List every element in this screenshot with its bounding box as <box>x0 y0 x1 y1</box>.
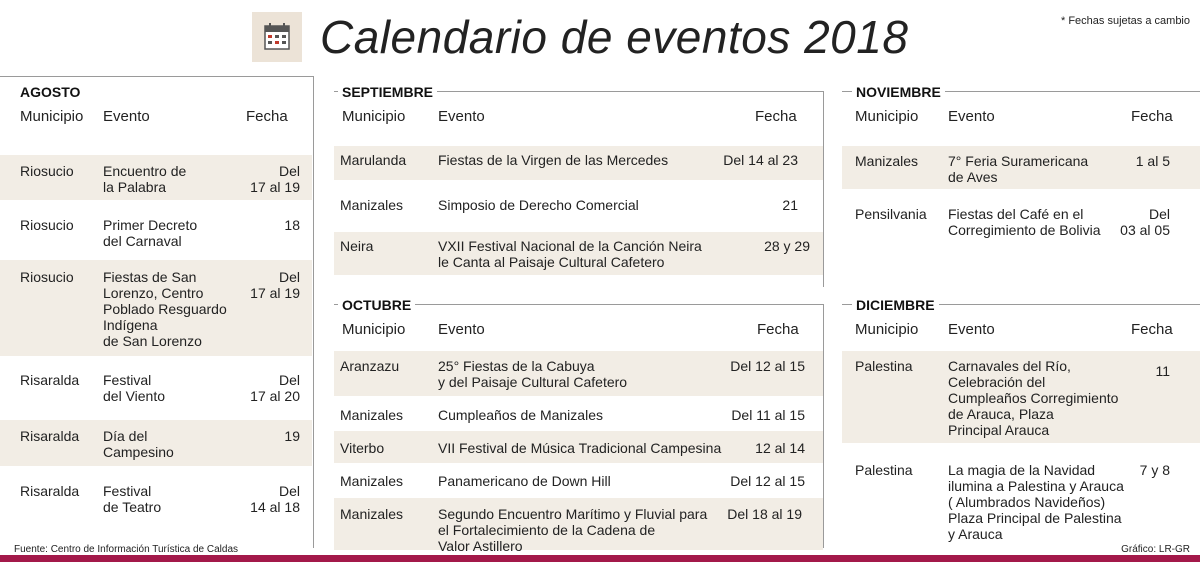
noviembre-col-evento: Evento <box>948 108 995 125</box>
row-evento: Panamericano de Down Hill <box>438 473 611 489</box>
row-fecha: Del 12 al 15 <box>730 473 805 489</box>
row-municipio: Manizales <box>855 153 919 169</box>
row-municipio: Risaralda <box>20 483 80 499</box>
row-municipio: Marulanda <box>340 152 407 168</box>
row-evento: Simposio de Derecho Comercial <box>438 197 639 213</box>
agosto-col-evento: Evento <box>103 108 150 125</box>
diciembre-title: DICIEMBRE <box>852 297 939 313</box>
source-note: Fuente: Centro de Información Turística de Caldas <box>14 544 239 555</box>
disclaimer-note: * Fechas sujetas a cambio <box>1060 15 1190 27</box>
row-fecha: 28 y 29 <box>764 238 810 254</box>
row-municipio: Riosucio <box>20 163 74 179</box>
row-municipio: Manizales <box>340 407 404 423</box>
row-municipio: Manizales <box>340 473 404 489</box>
row-evento: Encuentro de la Palabra <box>103 163 187 195</box>
row-fecha: Del 17 al 19 <box>250 163 300 195</box>
octubre-title: OCTUBRE <box>338 297 415 313</box>
noviembre-col-fecha: Fecha <box>1131 108 1173 125</box>
noviembre-title: NOVIEMBRE <box>852 84 945 100</box>
row-municipio: Riosucio <box>20 269 74 285</box>
row-evento: Fiestas del Café en el Corregimiento de Bolivia <box>948 206 1101 238</box>
row-evento: La magia de la Navidad ilumina a Palestina y Arauca ( Alumbrados Navideños) Plaza Principal de Palestina y Arauca <box>948 462 1124 542</box>
row-evento: Fiestas de San Lorenzo, Centro Poblado Resguardo Indígena de San Lorenzo <box>103 269 227 349</box>
octubre-col-evento: Evento <box>438 321 485 338</box>
row-fecha: Del 18 al 19 <box>727 506 802 522</box>
row-municipio: Neira <box>340 238 374 254</box>
row-fecha: Del 11 al 15 <box>731 407 805 423</box>
row-municipio: Manizales <box>340 197 404 213</box>
row-municipio: Palestina <box>855 358 913 374</box>
septiembre-col-evento: Evento <box>438 108 485 125</box>
row-fecha: 1 al 5 <box>1135 153 1170 169</box>
agosto-col-fecha: Fecha <box>246 108 288 125</box>
row-municipio: Risaralda <box>20 372 80 388</box>
octubre-col-fecha: Fecha <box>757 321 799 338</box>
diciembre-col-evento: Evento <box>948 321 995 338</box>
agosto-title: AGOSTO <box>20 84 81 100</box>
row-evento: Carnavales del Río, Celebración del Cumpleaños Corregimiento de Arauca, Plaza Principal Arauca <box>948 358 1119 438</box>
row-fecha: 18 <box>284 217 300 233</box>
row-municipio: Manizales <box>340 506 404 522</box>
septiembre-col-municipio: Municipio <box>342 108 406 125</box>
row-municipio: Aranzazu <box>340 358 400 374</box>
agosto-divider <box>313 76 314 548</box>
agosto-col-municipio: Municipio <box>20 108 84 125</box>
row-evento: 25° Fiestas de la Cabuya y del Paisaje Cultural Cafetero <box>438 358 628 390</box>
calendar-icon <box>252 12 302 62</box>
octubre-col-municipio: Municipio <box>342 321 406 338</box>
diciembre-col-municipio: Municipio <box>855 321 919 338</box>
graphic-credit: Gráfico: LR-GR <box>1121 544 1190 555</box>
row-fecha: 12 al 14 <box>755 440 805 456</box>
row-municipio: Palestina <box>855 462 913 478</box>
diciembre-col-fecha: Fecha <box>1131 321 1173 338</box>
row-fecha: Del 17 al 19 <box>250 269 300 301</box>
septiembre-col-fecha: Fecha <box>755 108 797 125</box>
row-fecha: Del 03 al 05 <box>1120 206 1170 238</box>
row-municipio: Pensilvania <box>855 206 927 222</box>
row-evento: Fiestas de la Virgen de las Mercedes <box>438 152 669 168</box>
row-fecha: 7 y 8 <box>1139 462 1170 478</box>
page-title: Calendario de eventos 2018 <box>320 11 909 63</box>
noviembre-col-municipio: Municipio <box>855 108 919 125</box>
row-evento: Cumpleaños de Manizales <box>438 407 603 423</box>
row-evento: Festival de Teatro <box>103 483 162 515</box>
septiembre-divider <box>823 91 824 287</box>
row-evento: VXII Festival Nacional de la Canción Neira le Canta al Paisaje Cultural Cafetero <box>438 238 702 270</box>
row-fecha: Del 14 al 18 <box>250 483 300 515</box>
row-municipio: Viterbo <box>340 440 385 456</box>
row-evento: 7° Feria Suramericana de Aves <box>948 153 1089 185</box>
bottom-accent-bar <box>0 555 1200 562</box>
row-fecha: 21 <box>782 197 798 213</box>
row-evento: VII Festival de Música Tradicional Campesina <box>438 440 722 456</box>
row-fecha: Del 12 al 15 <box>730 358 805 374</box>
row-evento: Festival del Viento <box>103 372 166 404</box>
row-municipio: Riosucio <box>20 217 74 233</box>
row-fecha: Del 14 al 23 <box>723 152 798 168</box>
row-evento: Día del Campesino <box>103 428 174 460</box>
row-fecha: 11 <box>1155 363 1170 379</box>
row-municipio: Risaralda <box>20 428 80 444</box>
row-evento: Primer Decreto del Carnaval <box>103 217 198 249</box>
row-fecha: Del 17 al 20 <box>250 372 300 404</box>
octubre-divider <box>823 304 824 548</box>
septiembre-title: SEPTIEMBRE <box>338 84 437 100</box>
agosto-rule <box>0 76 313 77</box>
row-evento: Segundo Encuentro Marítimo y Fluvial para el Fortalecimiento de la Cadena de Valor Astillero <box>438 506 708 554</box>
row-fecha: 19 <box>284 428 300 444</box>
